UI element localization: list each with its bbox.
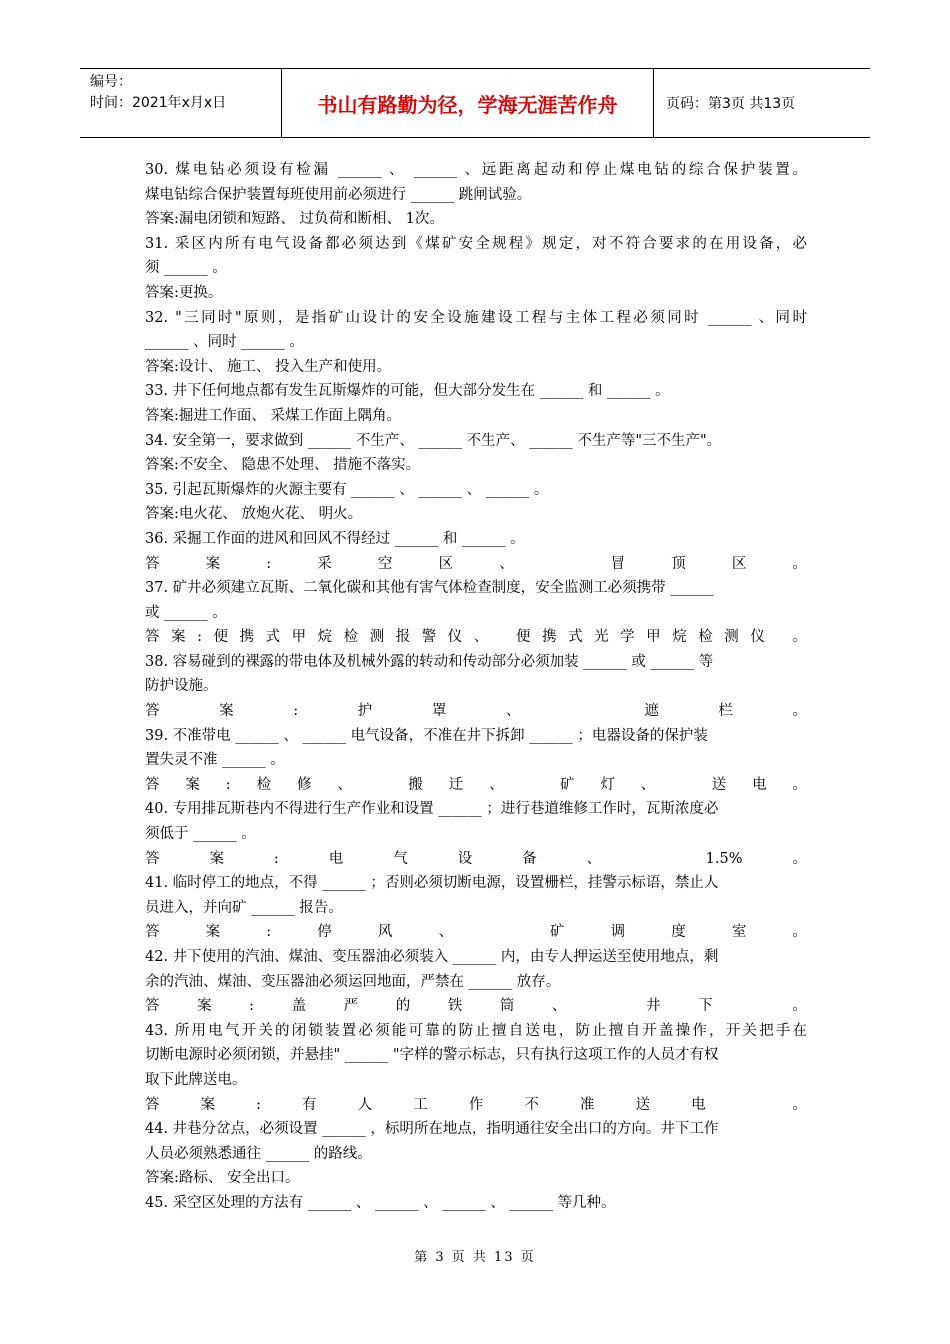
question-line: 42. 井下使用的汽油、煤油、变压器油必须装入 ______ 内，由专人押运送至使用地点，剩 [145, 949, 719, 965]
question-line: 取下此牌送电。 [145, 1071, 247, 1088]
answer-line: 答案:路标、 安全出口。 [145, 1170, 300, 1187]
question-line: 煤电钻综合保护装置每班使用前必须进行 ______ 跳闸试验。 [145, 186, 532, 203]
header-id-label: 编号： [90, 74, 132, 90]
answer-line: 答案:电气设备、 1.5%。 [145, 850, 807, 867]
question-line: 须 ______ 。 [145, 260, 227, 277]
answer-line: 答案:漏电闭锁和短路、 过负荷和断相、 1次。 [145, 211, 444, 228]
question-line: 41. 临时停工的地点，不得 ______ ；否则必须切断电源，设置栅栏，挂警示标语，禁止人 [145, 875, 719, 892]
answer-line: 答案:有人工作不准送电 。 [145, 1096, 807, 1113]
question-line: 40. 专用排瓦斯巷内不得进行生产作业和设置 ______ ；进行巷道维修工作时，瓦斯浓度必 [145, 801, 719, 818]
header-meta [80, 69, 282, 137]
question-line: 43. 所用电气开关的闭锁装置必须能可靠的防止擅自送电，防止擅自开盖操作，开关把手在 [145, 1022, 807, 1039]
question-line: 或 ______ 。 [145, 604, 227, 621]
answer-line: 答案:护罩、 遮栏。 [145, 703, 807, 720]
question-line: 30. 煤电钻必须设有检漏 ______ 、 ______ 、远距离起动和停止煤电钻的综合保护装置。 [145, 162, 807, 178]
question-line: 39. 不准带电 ______ 、 ______ 电气设备，不准在井下拆卸 ______ ；电器设备的保护装 [145, 727, 708, 744]
question-line: 33. 井下任何地点都有发生瓦斯爆炸的可能，但大部分发生在 ______ 和 ______ 。 [145, 383, 670, 400]
question-line: 37. 矿井必须建立瓦斯、二氧化碳和其他有害气体检查制度，安全监测工必须携带 ______ [145, 580, 714, 597]
answer-line: 答案:停风、 矿调度室。 [145, 924, 807, 941]
question-line: 须低于 ______ 。 [145, 826, 256, 843]
answer-line: 答案:掘进工作面、 采煤工作面上隅角。 [145, 407, 401, 424]
question-line: 员进入，并向矿 ______ 报告。 [145, 899, 343, 916]
answer-line: 答案:设计、 施工、 投入生产和使用。 [145, 358, 392, 375]
question-line: 35. 引起瓦斯爆炸的火源主要有 ______ 、 ______ 、 ______ 。 [145, 481, 549, 498]
question-line: 切断电源时必须闭锁，并悬挂" ______ "字样的警示标志，只有执行这项工作的人员才有权 [145, 1047, 719, 1064]
question-line: 34. 安全第一，要求做到 ______ 不生产、 ______ 不生产、 ______ 不生产等"三不生产"。 [145, 432, 722, 449]
question-line: 31. 采区内所有电气设备都必须达到《煤矿安全规程》规定，对不符合要求的在用设备，必 [145, 235, 807, 252]
question-line: 44. 井巷分岔点，必须设置 ______ ，标明所在地点，指明通往安全出口的方向。井下工作 [145, 1121, 719, 1138]
answer-line: 答案:电火花、 放炮火花、 明火。 [145, 506, 363, 523]
question-line: 防护设施。 [145, 678, 218, 695]
question-list [145, 158, 807, 1216]
question-line: 45. 采空区处理的方法有 ______ 、 ______ 、 ______ 、 ______ 等几种。 [145, 1194, 616, 1211]
page-header [80, 68, 870, 138]
header-motto: 书山有路勤为径，学海无涯苦作舟 [282, 69, 654, 137]
question-line: 32. "三同时"原则，是指矿山设计的安全设施建设工程与主体工程必须同时 ______ 、同时 [145, 309, 807, 326]
question-line: 36. 采掘工作面的进风和回风不得经过 ______ 和 ______ 。 [145, 530, 525, 547]
question-line: 38. 容易碰到的裸露的带电体及机械外露的转动和传动部分必须加装 ______ 或 ______ 等 [145, 653, 714, 670]
answer-line: 答案:便携式甲烷检测报警仪、 便携式光学甲烷检测仪 。 [145, 629, 807, 646]
question-line: 余的汽油、煤油、变压器油必须运回地面，严禁在 ______ 放存。 [145, 973, 561, 990]
answer-line: 答案:盖严的铁筒、 井下 。 [145, 998, 807, 1015]
question-line: 人员必须熟悉通往 ______ 的路线。 [145, 1145, 372, 1162]
page-footer: 第 3 页 共 13 页 [414, 1250, 536, 1265]
answer-line: 答案:检修、 搬迁、 矿灯、 送电。 [145, 776, 807, 793]
answer-line: 答案:更换。 [145, 284, 223, 301]
answer-line: 答案:不安全、 隐患不处理、 措施不落实。 [145, 457, 421, 474]
answer-line: 答案:采空区、 冒顶区。 [145, 555, 807, 572]
question-line: ______ 、同时 ______ 。 [145, 334, 304, 351]
header-date: 时间：2021年x月x日 [90, 95, 227, 111]
header-page-number: 页码：第3页 共13页 [666, 96, 796, 112]
question-line: 置失灵不准 ______ 。 [145, 752, 285, 769]
